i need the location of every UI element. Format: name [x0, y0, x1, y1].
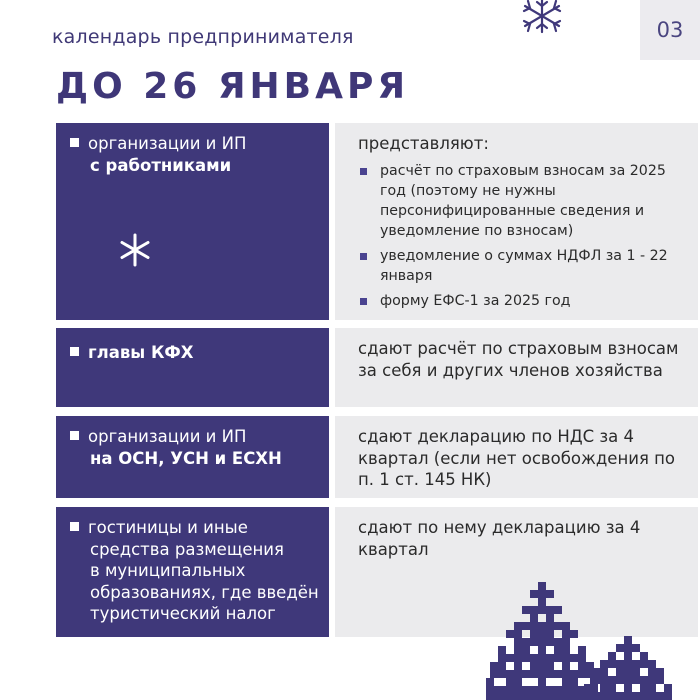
taxpayer-category-cell	[56, 416, 329, 498]
taxpayer-category-cell	[56, 507, 329, 637]
category-line-bold: на ОСН, УСН и ЕСХН	[90, 448, 282, 468]
obligation-cell	[335, 123, 698, 320]
bullet-icon	[70, 522, 79, 531]
category-line: образованиях, где введён	[90, 582, 319, 602]
taxpayer-category-cell	[56, 123, 329, 320]
category-line: гостиницы и иные	[88, 518, 248, 537]
category-line: средства размещения	[90, 539, 284, 559]
deadline-row	[56, 416, 698, 498]
bullet-icon	[70, 138, 79, 147]
deadline-row	[56, 123, 698, 320]
bullet-icon	[70, 431, 79, 440]
deadline-row	[56, 328, 698, 407]
category-line-bold: с работниками	[90, 155, 232, 175]
bullet-icon	[70, 347, 79, 356]
list-item: форму ЕФС-1 за 2025 год	[358, 291, 686, 311]
category-line: организации и ИП	[88, 427, 247, 446]
list-item: уведомление о суммах НДФЛ за 1 - 22 января	[358, 246, 686, 286]
obligation-intro: представляют:	[358, 134, 489, 153]
list-item: расчёт по страховым взносам за 2025 год (поэтому не нужны персонифицированные сведения и уведомление по взносам)	[358, 161, 686, 241]
headline: ДО 26 ЯНВАРЯ	[56, 66, 410, 107]
obligation-cell	[335, 416, 698, 498]
snowflake-icon	[516, 0, 568, 36]
taxpayer-category-cell	[56, 328, 329, 407]
obligation-cell	[335, 328, 698, 407]
header-title: календарь предпринимателя	[52, 26, 354, 48]
obligation-text: сдают расчёт по страховым взносам за себя и других членов хозяйства	[358, 339, 679, 380]
category-line: в муниципальных	[90, 561, 246, 580]
asterisk-star-icon	[118, 233, 152, 267]
page-number-badge: 03	[640, 0, 700, 60]
obligation-list	[358, 161, 686, 311]
category-line: туристический налог	[90, 604, 276, 623]
category-line: организации и ИП	[88, 134, 247, 153]
obligation-text: сдают по нему декларацию за 4 квартал	[358, 518, 641, 559]
pixel-tree-icon	[486, 582, 700, 700]
category-line-bold: главы КФХ	[88, 343, 194, 362]
obligation-text: сдают декларацию по НДС за 4 квартал (если нет освобождения по п. 1 ст. 145 НК)	[358, 427, 676, 489]
